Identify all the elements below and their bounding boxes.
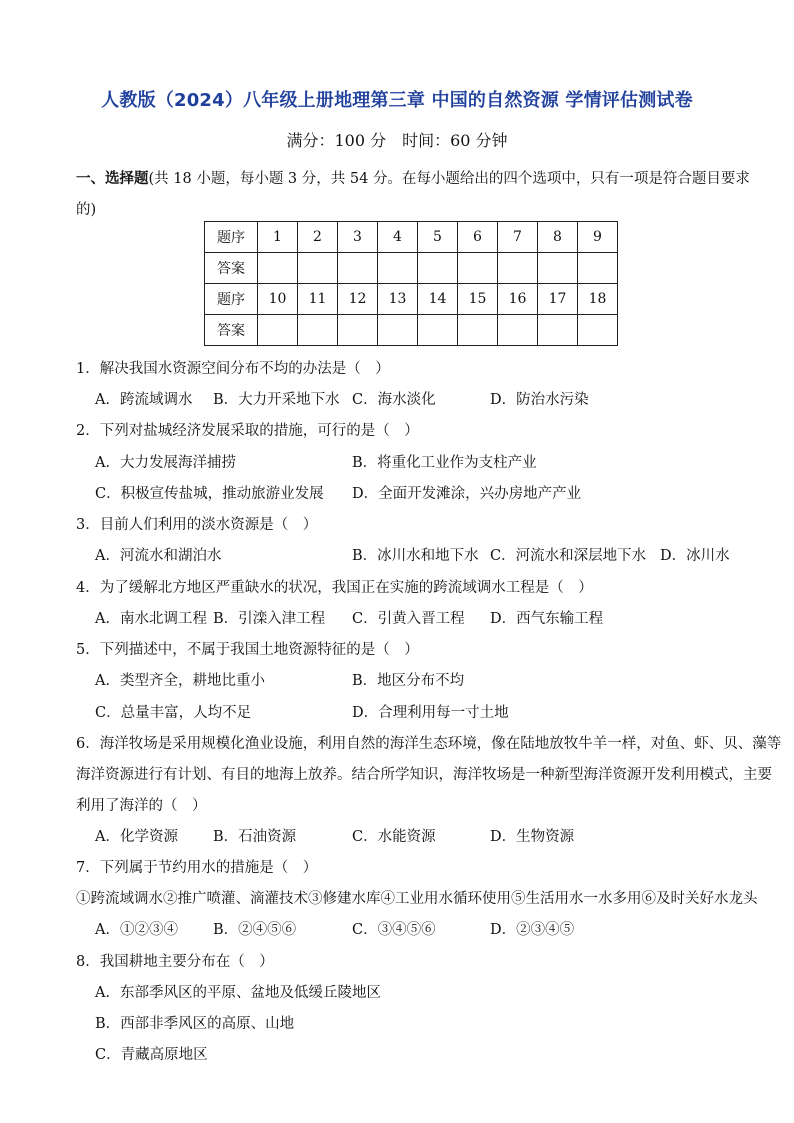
table-cell: 3 xyxy=(338,222,378,253)
answer-cell[interactable] xyxy=(338,315,378,346)
table-cell: 18 xyxy=(578,284,618,315)
option[interactable]: A．①②③④ xyxy=(95,922,178,938)
option[interactable]: D．②③④⑤ xyxy=(490,922,575,938)
table-row xyxy=(205,315,618,346)
answer-cell[interactable] xyxy=(418,315,458,346)
answer-cell[interactable] xyxy=(338,253,378,284)
option[interactable]: C．海水淡化 xyxy=(352,392,436,408)
row-label: 题序 xyxy=(205,284,258,315)
table-cell: 13 xyxy=(378,284,418,315)
question-stem: 7．下列属于节约用水的措施是（ ） xyxy=(76,860,318,876)
question-stem: 3．目前人们利用的淡水资源是（ ） xyxy=(76,517,318,533)
table-cell: 4 xyxy=(378,222,418,253)
answer-cell[interactable] xyxy=(378,315,418,346)
option[interactable]: C．河流水和深层地下水 xyxy=(490,548,647,564)
row-label: 答案 xyxy=(205,253,258,284)
option[interactable]: C．积极宣传盐城，推动旅游业发展 xyxy=(95,486,324,502)
option[interactable]: A．跨流域调水 xyxy=(95,392,193,408)
question-stem: 1．解决我国水资源空间分布不均的办法是（ ） xyxy=(76,361,390,377)
table-row xyxy=(205,222,618,253)
option[interactable]: C．总量丰富，人均不足 xyxy=(95,705,252,721)
option[interactable]: B．西部非季风区的高原、山地 xyxy=(95,1016,295,1032)
table-cell: 6 xyxy=(458,222,498,253)
row-label: 题序 xyxy=(205,222,258,253)
option[interactable]: B．石油资源 xyxy=(213,829,297,845)
option[interactable]: C．③④⑤⑥ xyxy=(352,922,436,938)
table-cell: 17 xyxy=(538,284,578,315)
answer-cell[interactable] xyxy=(538,253,578,284)
option[interactable]: B．大力开采地下水 xyxy=(213,392,340,408)
option[interactable]: B．引滦入津工程 xyxy=(213,611,326,627)
page-title: 人教版（2024）八年级上册地理第三章 中国的自然资源 学情评估测试卷 xyxy=(101,90,693,111)
answer-cell[interactable] xyxy=(298,315,338,346)
exam-meta: 满分：100 分 时间：60 分钟 xyxy=(286,131,508,150)
table-cell: 12 xyxy=(338,284,378,315)
section-heading: 一、选择题 xyxy=(76,170,149,187)
question-stem: 利用了海洋的（ ） xyxy=(76,798,207,814)
answer-cell[interactable] xyxy=(578,253,618,284)
option[interactable]: B．冰川水和地下水 xyxy=(352,548,479,564)
question-stem: 4．为了缓解北方地区严重缺水的状况，我国正在实施的跨流域调水工程是（ ） xyxy=(76,580,593,596)
option[interactable]: A．类型齐全，耕地比重小 xyxy=(95,673,265,689)
option[interactable]: D．生物资源 xyxy=(490,829,575,845)
answer-cell[interactable] xyxy=(418,253,458,284)
answer-cell[interactable] xyxy=(498,253,538,284)
option[interactable]: A．化学资源 xyxy=(95,829,178,845)
answer-table xyxy=(204,221,618,346)
table-cell: 7 xyxy=(498,222,538,253)
option[interactable]: D．冰川水 xyxy=(660,548,730,564)
table-row xyxy=(205,284,618,315)
section-header xyxy=(76,163,756,226)
question-detail: ①跨流域调水②推广喷灌、滴灌技术③修建水库④工业用水循环使用⑤生活用水一水多用⑥及时关好水龙头 xyxy=(76,891,758,907)
table-cell: 11 xyxy=(298,284,338,315)
table-row xyxy=(205,253,618,284)
answer-cell[interactable] xyxy=(538,315,578,346)
table-cell: 15 xyxy=(458,284,498,315)
table-cell: 9 xyxy=(578,222,618,253)
section-instructions: (共 18 小题，每小题 3 分，共 54 分。在每小题给出的四个选项中，只有一项是符合题目要求的) xyxy=(76,171,750,218)
option[interactable]: C．青藏高原地区 xyxy=(95,1047,208,1063)
table-cell: 1 xyxy=(258,222,298,253)
table-cell: 16 xyxy=(498,284,538,315)
option[interactable]: C．引黄入晋工程 xyxy=(352,611,465,627)
question-stem: 5．下列描述中，不属于我国土地资源特征的是（ ） xyxy=(76,642,419,658)
option[interactable]: B．地区分布不均 xyxy=(352,673,465,689)
table-cell: 14 xyxy=(418,284,458,315)
answer-cell[interactable] xyxy=(578,315,618,346)
option[interactable]: D．西气东输工程 xyxy=(490,611,604,627)
answer-cell[interactable] xyxy=(498,315,538,346)
option[interactable]: D．全面开发滩涂，兴办房地产产业 xyxy=(352,486,582,502)
option[interactable]: B．②④⑤⑥ xyxy=(213,922,297,938)
answer-cell[interactable] xyxy=(458,315,498,346)
answer-cell[interactable] xyxy=(298,253,338,284)
table-cell: 8 xyxy=(538,222,578,253)
option[interactable]: B．将重化工业作为支柱产业 xyxy=(352,455,537,471)
option[interactable]: A．大力发展海洋捕捞 xyxy=(95,455,236,471)
option[interactable]: D．防治水污染 xyxy=(490,392,589,408)
answer-cell[interactable] xyxy=(258,315,298,346)
answer-cell[interactable] xyxy=(258,253,298,284)
table-cell: 2 xyxy=(298,222,338,253)
option[interactable]: A．河流水和湖泊水 xyxy=(95,548,222,564)
option[interactable]: D．合理利用每一寸土地 xyxy=(352,705,509,721)
question-stem: 6．海洋牧场是采用规模化渔业设施，利用自然的海洋生态环境，像在陆地放牧牛羊一样，对鱼、虾、贝、藻等 xyxy=(76,736,782,752)
table-cell: 10 xyxy=(258,284,298,315)
question-stem: 海洋资源进行有计划、有目的地海上放养。结合所学知识，海洋牧场是一种新型海洋资源开发利用模式，主要 xyxy=(76,767,772,783)
question-stem: 2．下列对盐城经济发展采取的措施，可行的是（ ） xyxy=(76,423,419,439)
answer-cell[interactable] xyxy=(378,253,418,284)
answer-cell[interactable] xyxy=(458,253,498,284)
option[interactable]: A．南水北调工程 xyxy=(95,611,207,627)
row-label: 答案 xyxy=(205,315,258,346)
option[interactable]: A．东部季风区的平原、盆地及低缓丘陵地区 xyxy=(95,985,381,1001)
option[interactable]: C．水能资源 xyxy=(352,829,436,845)
question-stem: 8．我国耕地主要分布在（ ） xyxy=(76,954,274,970)
table-cell: 5 xyxy=(418,222,458,253)
